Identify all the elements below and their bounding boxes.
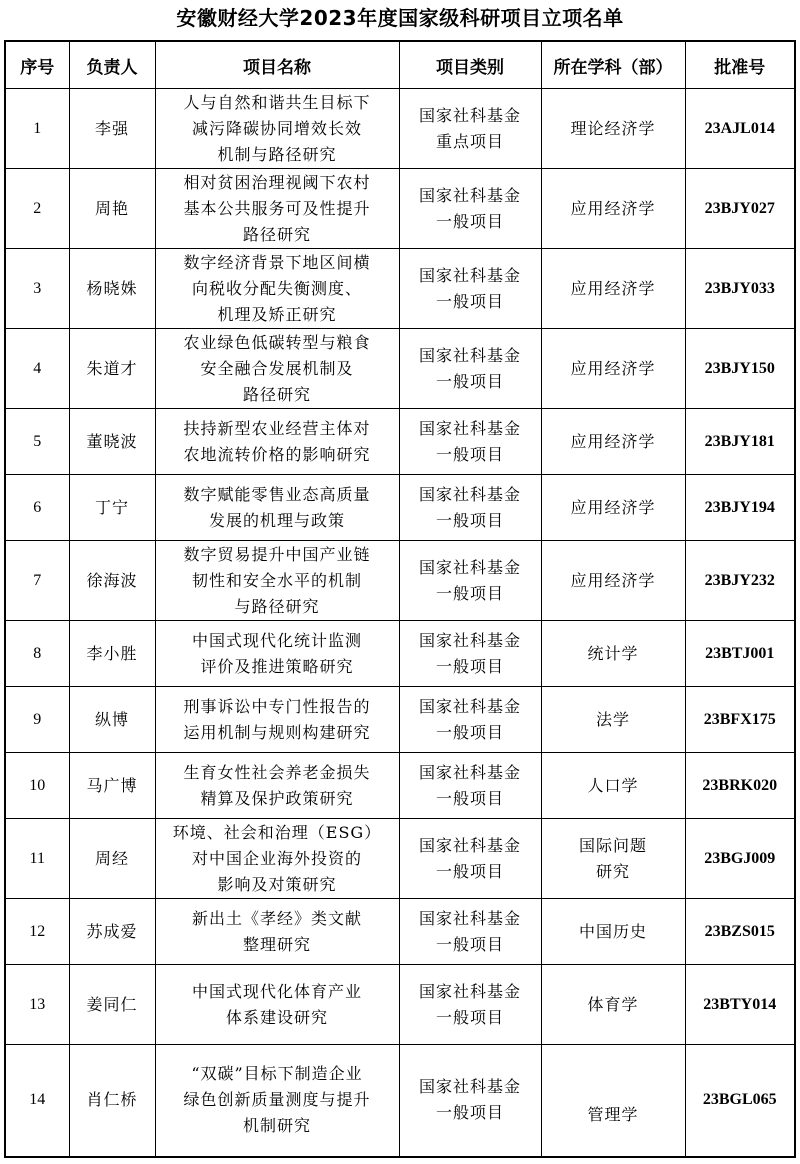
table-row [5,899,795,965]
row-person: 周经 [69,819,155,899]
row-index: 7 [5,541,69,621]
row-project-name-line: 扶持新型农业经营主体对 [183,418,371,438]
row-project-name [155,409,399,475]
row-subject [541,541,685,621]
row-person: 丁宁 [69,475,155,541]
row-project-name-line: 韧性和安全水平的机制 [191,570,362,590]
row-index: 10 [5,753,69,819]
row-project-name [155,475,399,541]
row-project-name-line: 中国式现代化统计监测 [191,630,362,650]
row-index: 4 [5,329,69,409]
table-row [5,475,795,541]
row-project-name [155,89,399,169]
row-subject-line: 管理学 [587,1105,639,1125]
row-subject-line: 法学 [595,709,630,729]
row-project-name-line: 数字赋能零售业态高质量 [183,484,371,504]
row-subject-line: 理论经济学 [570,118,656,138]
row-index: 3 [5,249,69,329]
row-subject [541,621,685,687]
table-row [5,249,795,329]
row-subject-line: 应用经济学 [570,497,656,517]
row-project-type-line: 国家社科基金 [418,1077,521,1097]
row-project-type-line: 重点项目 [435,131,504,151]
row-project-type-line: 一般项目 [435,1103,504,1123]
row-project-type-line: 一般项目 [435,788,504,808]
row-project-name-line: 基本公共服务可及性提升 [183,198,371,218]
header-index: 序号 [5,41,69,89]
row-project-name-line: 路径研究 [242,384,311,404]
row-project-type-line: 国家社科基金 [418,696,521,716]
table-row [5,541,795,621]
row-project-name-line: 精算及保护政策研究 [200,788,354,808]
row-index: 9 [5,687,69,753]
row-project-type-line: 一般项目 [435,371,504,391]
row-project-name-line: 影响及对策研究 [217,874,337,894]
row-subject-line: 应用经济学 [570,570,656,590]
row-approval-code: 23BGL065 [685,1045,795,1157]
row-project-name-line: 相对贫困治理视阈下农村 [183,172,371,192]
row-project-type-line: 一般项目 [435,722,504,742]
row-project-name [155,249,399,329]
row-project-type-line: 一般项目 [435,510,504,530]
row-project-name-line: 绿色创新质量测度与提升 [183,1090,371,1110]
row-approval-code: 23BJY181 [685,409,795,475]
row-subject [541,753,685,819]
row-project-type [399,1045,541,1157]
row-approval-code: 23BGJ009 [685,819,795,899]
row-project-name-line: 减污降碳协同增效长效 [191,118,362,138]
table-row [5,753,795,819]
row-project-type-line: 一般项目 [435,934,504,954]
row-index: 6 [5,475,69,541]
row-index: 1 [5,89,69,169]
row-project-name-line: 生育女性社会养老金损失 [183,762,371,782]
row-subject [541,89,685,169]
row-project-type-line: 国家社科基金 [418,908,521,928]
row-index: 11 [5,819,69,899]
row-project-name-line: 整理研究 [242,934,311,954]
row-project-name-line: 人与自然和谐共生目标下 [183,92,371,112]
row-project-name-line: 刑事诉讼中专门性报告的 [183,696,371,716]
table-header-row [5,41,795,89]
row-project-type-line: 一般项目 [435,291,504,311]
row-subject-line: 研究 [595,861,630,881]
row-subject [541,475,685,541]
row-project-name [155,753,399,819]
row-project-name [155,819,399,899]
row-project-type-line: 国家社科基金 [418,630,521,650]
row-subject [541,409,685,475]
row-project-name [155,169,399,249]
row-project-name-line: 数字贸易提升中国产业链 [183,544,371,564]
header-person: 负责人 [69,41,155,89]
row-project-type-line: 国家社科基金 [418,345,521,365]
row-project-name [155,541,399,621]
row-approval-code: 23BJY150 [685,329,795,409]
row-approval-code: 23BJY033 [685,249,795,329]
table-row [5,89,795,169]
row-project-name [155,965,399,1045]
table-row [5,1045,795,1157]
row-project-type-line: 国家社科基金 [418,105,521,125]
row-project-type-line: 一般项目 [435,656,504,676]
table-row [5,819,795,899]
row-project-name-line: 机制与路径研究 [217,144,337,164]
row-subject [541,687,685,753]
row-approval-code: 23BJY027 [685,169,795,249]
row-project-type [399,687,541,753]
row-project-type-line: 国家社科基金 [418,557,521,577]
row-project-name-line: 农业绿色低碳转型与粮食 [183,332,371,352]
row-subject [541,169,685,249]
row-approval-code: 23BRK020 [685,753,795,819]
row-subject-line: 国际问题 [578,835,647,855]
row-subject-line: 体育学 [587,994,639,1014]
row-project-type [399,409,541,475]
row-project-type [399,819,541,899]
row-project-name [155,1045,399,1157]
row-project-name-line: 农地流转价格的影响研究 [183,444,371,464]
row-project-type [399,965,541,1045]
row-project-type-line: 国家社科基金 [418,265,521,285]
row-project-name-line: 运用机制与规则构建研究 [183,722,371,742]
header-approval-code: 批准号 [685,41,795,89]
row-approval-code: 23BTY014 [685,965,795,1045]
table-row [5,329,795,409]
row-project-name-line: 对中国企业海外投资的 [191,848,362,868]
row-person: 杨晓姝 [69,249,155,329]
row-subject [541,899,685,965]
row-project-name-line: 体系建设研究 [225,1007,328,1027]
table-row [5,621,795,687]
row-project-name [155,329,399,409]
row-project-type-line: 一般项目 [435,861,504,881]
row-index: 8 [5,621,69,687]
row-project-name [155,621,399,687]
row-project-type-line: 国家社科基金 [418,835,521,855]
project-table [4,40,796,1158]
row-project-name-line: 与路径研究 [234,596,320,616]
row-person: 肖仁桥 [69,1045,155,1157]
row-subject-line: 统计学 [587,643,639,663]
row-subject-line: 应用经济学 [570,278,656,298]
row-project-name-line: 评价及推进策略研究 [200,656,354,676]
row-subject-line: 应用经济学 [570,358,656,378]
table-row [5,169,795,249]
row-index: 12 [5,899,69,965]
row-person: 朱道才 [69,329,155,409]
row-project-name-line: 中国式现代化体育产业 [191,981,362,1001]
row-person: 董晓波 [69,409,155,475]
row-project-type-line: 国家社科基金 [418,762,521,782]
row-approval-code: 23AJL014 [685,89,795,169]
row-project-type [399,753,541,819]
row-index: 13 [5,965,69,1045]
table-row [5,409,795,475]
row-subject [541,329,685,409]
row-subject [541,819,685,899]
row-index: 14 [5,1045,69,1157]
row-subject [541,965,685,1045]
row-project-type-line: 国家社科基金 [418,981,521,1001]
row-project-name-line: 机理及矫正研究 [217,304,337,324]
row-project-type-line: 国家社科基金 [418,484,521,504]
row-subject-line: 应用经济学 [570,198,656,218]
row-project-name-line: 路径研究 [242,224,311,244]
row-subject [541,1045,685,1157]
row-project-name-line: 安全融合发展机制及 [200,358,354,378]
row-project-name-line: 数字经济背景下地区间横 [183,252,371,272]
row-project-type-line: 国家社科基金 [418,185,521,205]
row-subject-line: 中国历史 [578,921,647,941]
row-project-name-line: 环境、社会和治理（ESG） [172,822,382,842]
row-project-name-line: 向税收分配失衡测度、 [191,278,362,298]
row-project-name-line: 机制研究 [242,1116,311,1136]
row-approval-code: 23BTJ001 [685,621,795,687]
row-subject [541,249,685,329]
row-project-type [399,475,541,541]
row-person: 周艳 [69,169,155,249]
table-row [5,965,795,1045]
table-row [5,687,795,753]
row-person: 纵博 [69,687,155,753]
row-person: 李小胜 [69,621,155,687]
row-project-type [399,169,541,249]
row-person: 徐海波 [69,541,155,621]
row-project-type [399,249,541,329]
row-project-name-line: “双碳”目标下制造企业 [191,1064,363,1084]
row-index: 5 [5,409,69,475]
row-subject-line: 应用经济学 [570,431,656,451]
row-project-name-line: 新出土《孝经》类文献 [191,908,362,928]
row-project-type [399,621,541,687]
row-project-name-line: 发展的机理与政策 [208,510,345,530]
row-project-type [399,89,541,169]
row-index: 2 [5,169,69,249]
row-project-type-line: 一般项目 [435,583,504,603]
row-project-type [399,329,541,409]
header-project-type: 项目类别 [399,41,541,89]
row-project-type-line: 一般项目 [435,1007,504,1027]
row-approval-code: 23BFX175 [685,687,795,753]
row-project-type-line: 一般项目 [435,211,504,231]
row-approval-code: 23BJY232 [685,541,795,621]
header-subject: 所在学科（部） [541,41,685,89]
row-subject-line: 人口学 [587,775,639,795]
row-person: 苏成爱 [69,899,155,965]
page-title: 安徽财经大学2023年度国家级科研项目立项名单 [176,6,624,30]
header-project-name: 项目名称 [155,41,399,89]
row-person: 李强 [69,89,155,169]
row-person: 马广博 [69,753,155,819]
row-project-type-line: 一般项目 [435,444,504,464]
row-approval-code: 23BZS015 [685,899,795,965]
row-person: 姜同仁 [69,965,155,1045]
row-project-type [399,899,541,965]
row-project-name [155,899,399,965]
row-project-name [155,687,399,753]
row-approval-code: 23BJY194 [685,475,795,541]
row-project-type [399,541,541,621]
row-project-type-line: 国家社科基金 [418,418,521,438]
